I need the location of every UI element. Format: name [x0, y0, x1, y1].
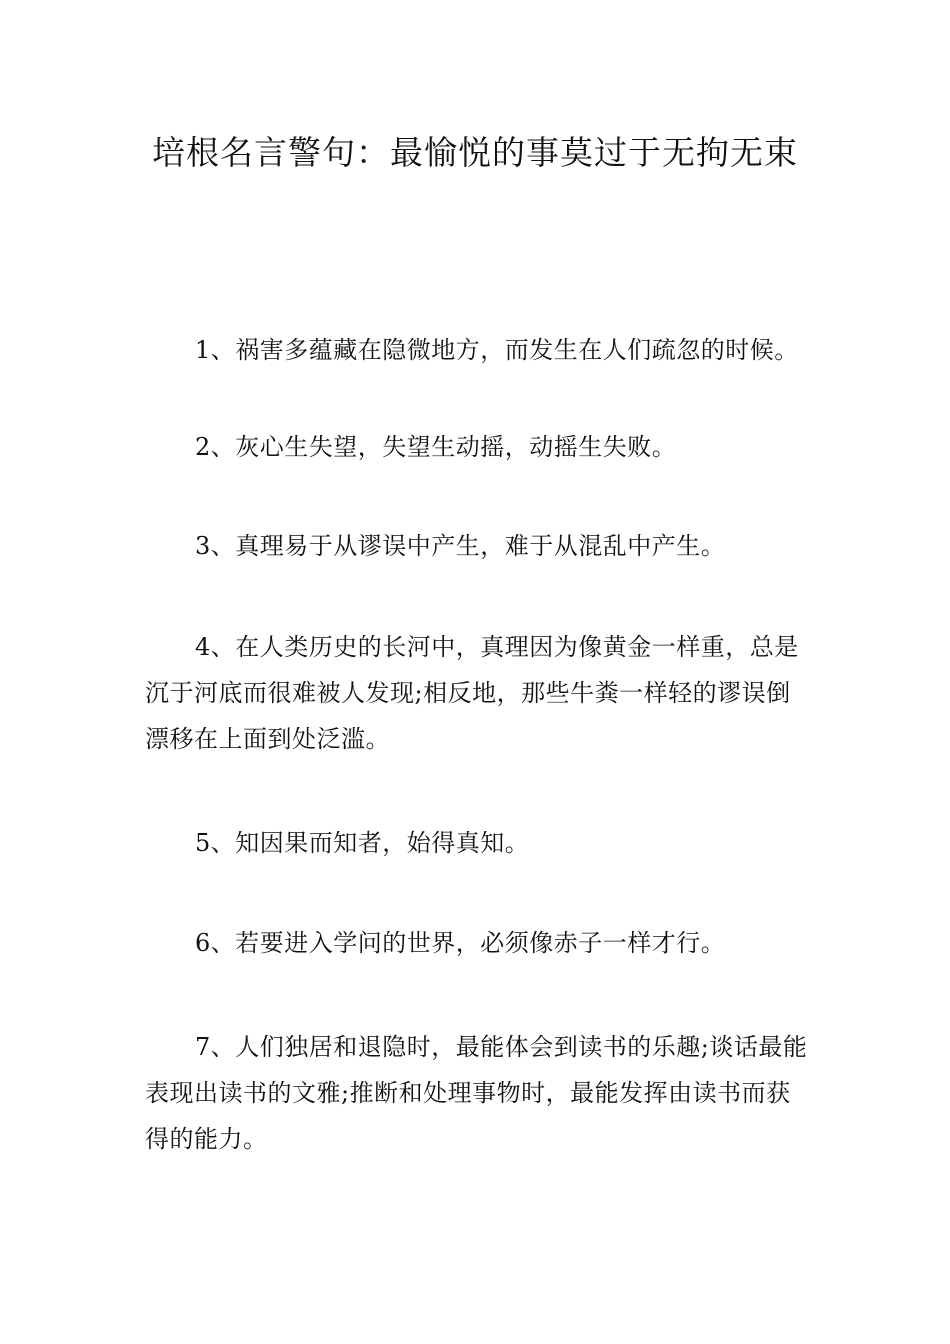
quote-paragraph: 4、在人类历史的长河中，真理因为像黄金一样重，总是沉于河底而很难被人发现;相反地，那些牛粪一样轻的谬误倒漂移在上面到处泛滥。 [145, 633, 799, 753]
quote-paragraph: 2、灰心生失望，失望生动摇，动摇生失败。 [195, 433, 677, 461]
quote-paragraph: 3、真理易于从谬误中产生，难于从混乱中产生。 [195, 532, 726, 560]
quote-paragraph: 6、若要进入学问的世界，必须像赤子一样才行。 [195, 929, 726, 957]
quote-paragraph: 7、人们独居和退隐时，最能体会到读书的乐趣;谈话最能表现出读书的文雅;推断和处理事物时，最能发挥由读书而获得的能力。 [145, 1033, 808, 1153]
quote-paragraph: 5、知因果而知者，始得真知。 [195, 829, 530, 857]
quote-paragraph: 1、祸害多蕴藏在隐微地方，而发生在人们疏忽的时候。 [195, 336, 799, 364]
document-title: 培根名言警句：最愉悦的事莫过于无拘无束 [152, 133, 798, 172]
